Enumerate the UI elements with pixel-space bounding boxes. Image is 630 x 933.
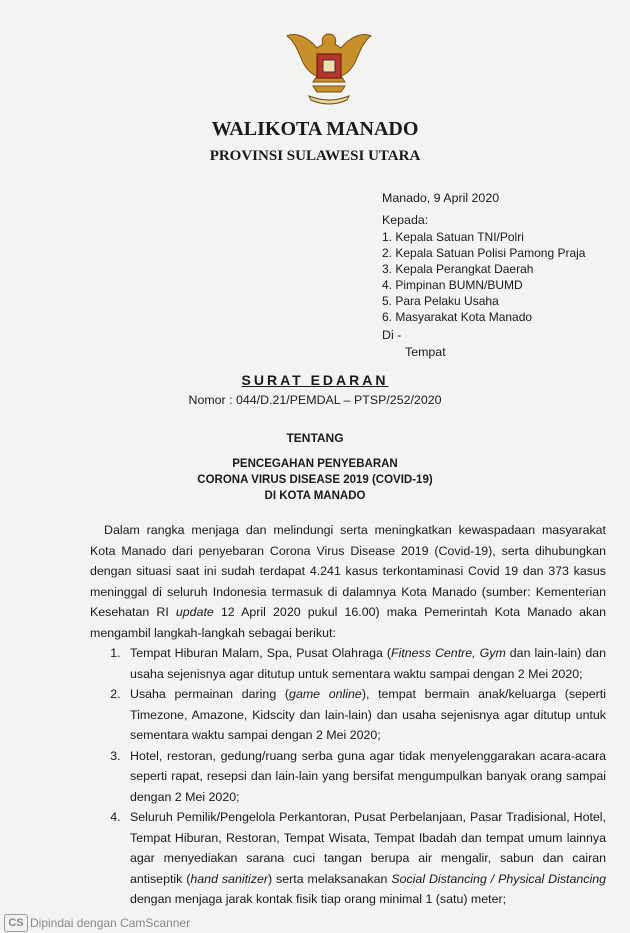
recipients-di: Di -: [382, 328, 402, 342]
list-item: 4. Seluruh Pemilik/Pengelola Perkantoran, Pusat Perbelanjaan, Pasar Tradisional, Hotel, Tempat Hiburan, Restoran, Tempat Wisata, Tempat Ibadah dan tempat umum lainnya agar menyediakan sarana cuci tangan berupa air mengalir, sabun dan cairan antiseptik (hand sanitizer) serta melaksanakan Social Distancing / Physical Distancing dengan menjaga jarak kontak fisik tiap orang minimal 1 (satu) meter;: [124, 807, 606, 910]
recipients-list: [382, 229, 585, 325]
recipient-item: 1. Kepala Satuan TNI/Polri: [382, 230, 524, 244]
letter-subject: [0, 456, 630, 504]
list-item: 3. Hotel, restoran, gedung/ruang serba guna agar tidak menyelenggarakan acara-acara seperti rapat, resepsi dan lain-lain yang bersifat mengumpulkan banyak orang sampai dengan 2 Mei 2020;: [124, 746, 606, 808]
recipients-label: Kepada:: [382, 213, 429, 227]
garuda-emblem-icon: [283, 26, 375, 108]
measures-list: [90, 643, 606, 910]
letter-body: [90, 520, 606, 910]
intro-paragraph: [90, 520, 606, 643]
about-label: TENTANG: [286, 431, 344, 445]
footer-text: Dipindai dengan CamScanner: [30, 916, 191, 930]
header-title: WALIKOTA MANADO: [211, 118, 419, 140]
recipient-item: 2. Kepala Satuan Polisi Pamong Praja: [382, 246, 586, 260]
recipient-item: 4. Pimpinan BUMN/BUMD: [382, 278, 523, 292]
list-item: 1. Tempat Hiburan Malam, Spa, Pusat Olahraga (Fitness Centre, Gym dan lain-lain) dan usaha sejenisnya agar ditutup untuk sementara waktu sampai dengan 2 Mei 2020;: [124, 643, 606, 684]
letter-number: Nomor : 044/D.21/PEMDAL – PTSP/252/2020: [188, 393, 442, 407]
recipient-item: 6. Masyarakat Kota Manado: [382, 310, 533, 324]
recipient-item: 5. Para Pelaku Usaha: [382, 294, 499, 308]
intro-text: Dalam rangka menjaga dan melindungi serta meningkatkan kewaspadaan masyarakat Kota Manado dari penyebaran Corona Virus Disease 2019 (Covid-19), serta dihubungkan dengan situasi saat ini sudah terdapat 4.241 kasus terkontaminasi Covid 19 dan 373 kasus meninggal di seluruh Indonesia termasuk di dalamnya Kota Manado (sumber: Kementerian Kesehatan RI: [90, 523, 606, 619]
intro-italic: update: [175, 605, 214, 619]
recipients-tempat: Tempat: [405, 345, 446, 359]
subject-line: DI KOTA MANADO: [264, 490, 366, 502]
subject-line: CORONA VIRUS DISEASE 2019 (COVID-19): [197, 474, 433, 486]
header-subtitle: PROVINSI SULAWESI UTARA: [209, 148, 421, 164]
letter-type: SURAT EDARAN: [241, 372, 389, 388]
list-item: 2. Usaha permainan daring (game online), tempat bermain anak/keluarga (seperti Timezone, Amazone, Kidscity dan lain-lain) dan usaha sejenisnya agar ditutup untuk sementara waktu sampai dengan 2 Mei 2020;: [124, 684, 606, 746]
subject-line: PENCEGAHAN PENYEBARAN: [232, 458, 398, 470]
letter-date: Manado, 9 April 2020: [382, 191, 500, 205]
camscanner-logo-icon: CS: [4, 914, 28, 932]
intro-text-end: 12 April 2020 pukul 16.00) maka Pemerintah Kota Manado akan mengambil langkah-langkah sebagai berikut:: [90, 605, 606, 640]
recipient-item: 3. Kepala Perangkat Daerah: [382, 262, 534, 276]
